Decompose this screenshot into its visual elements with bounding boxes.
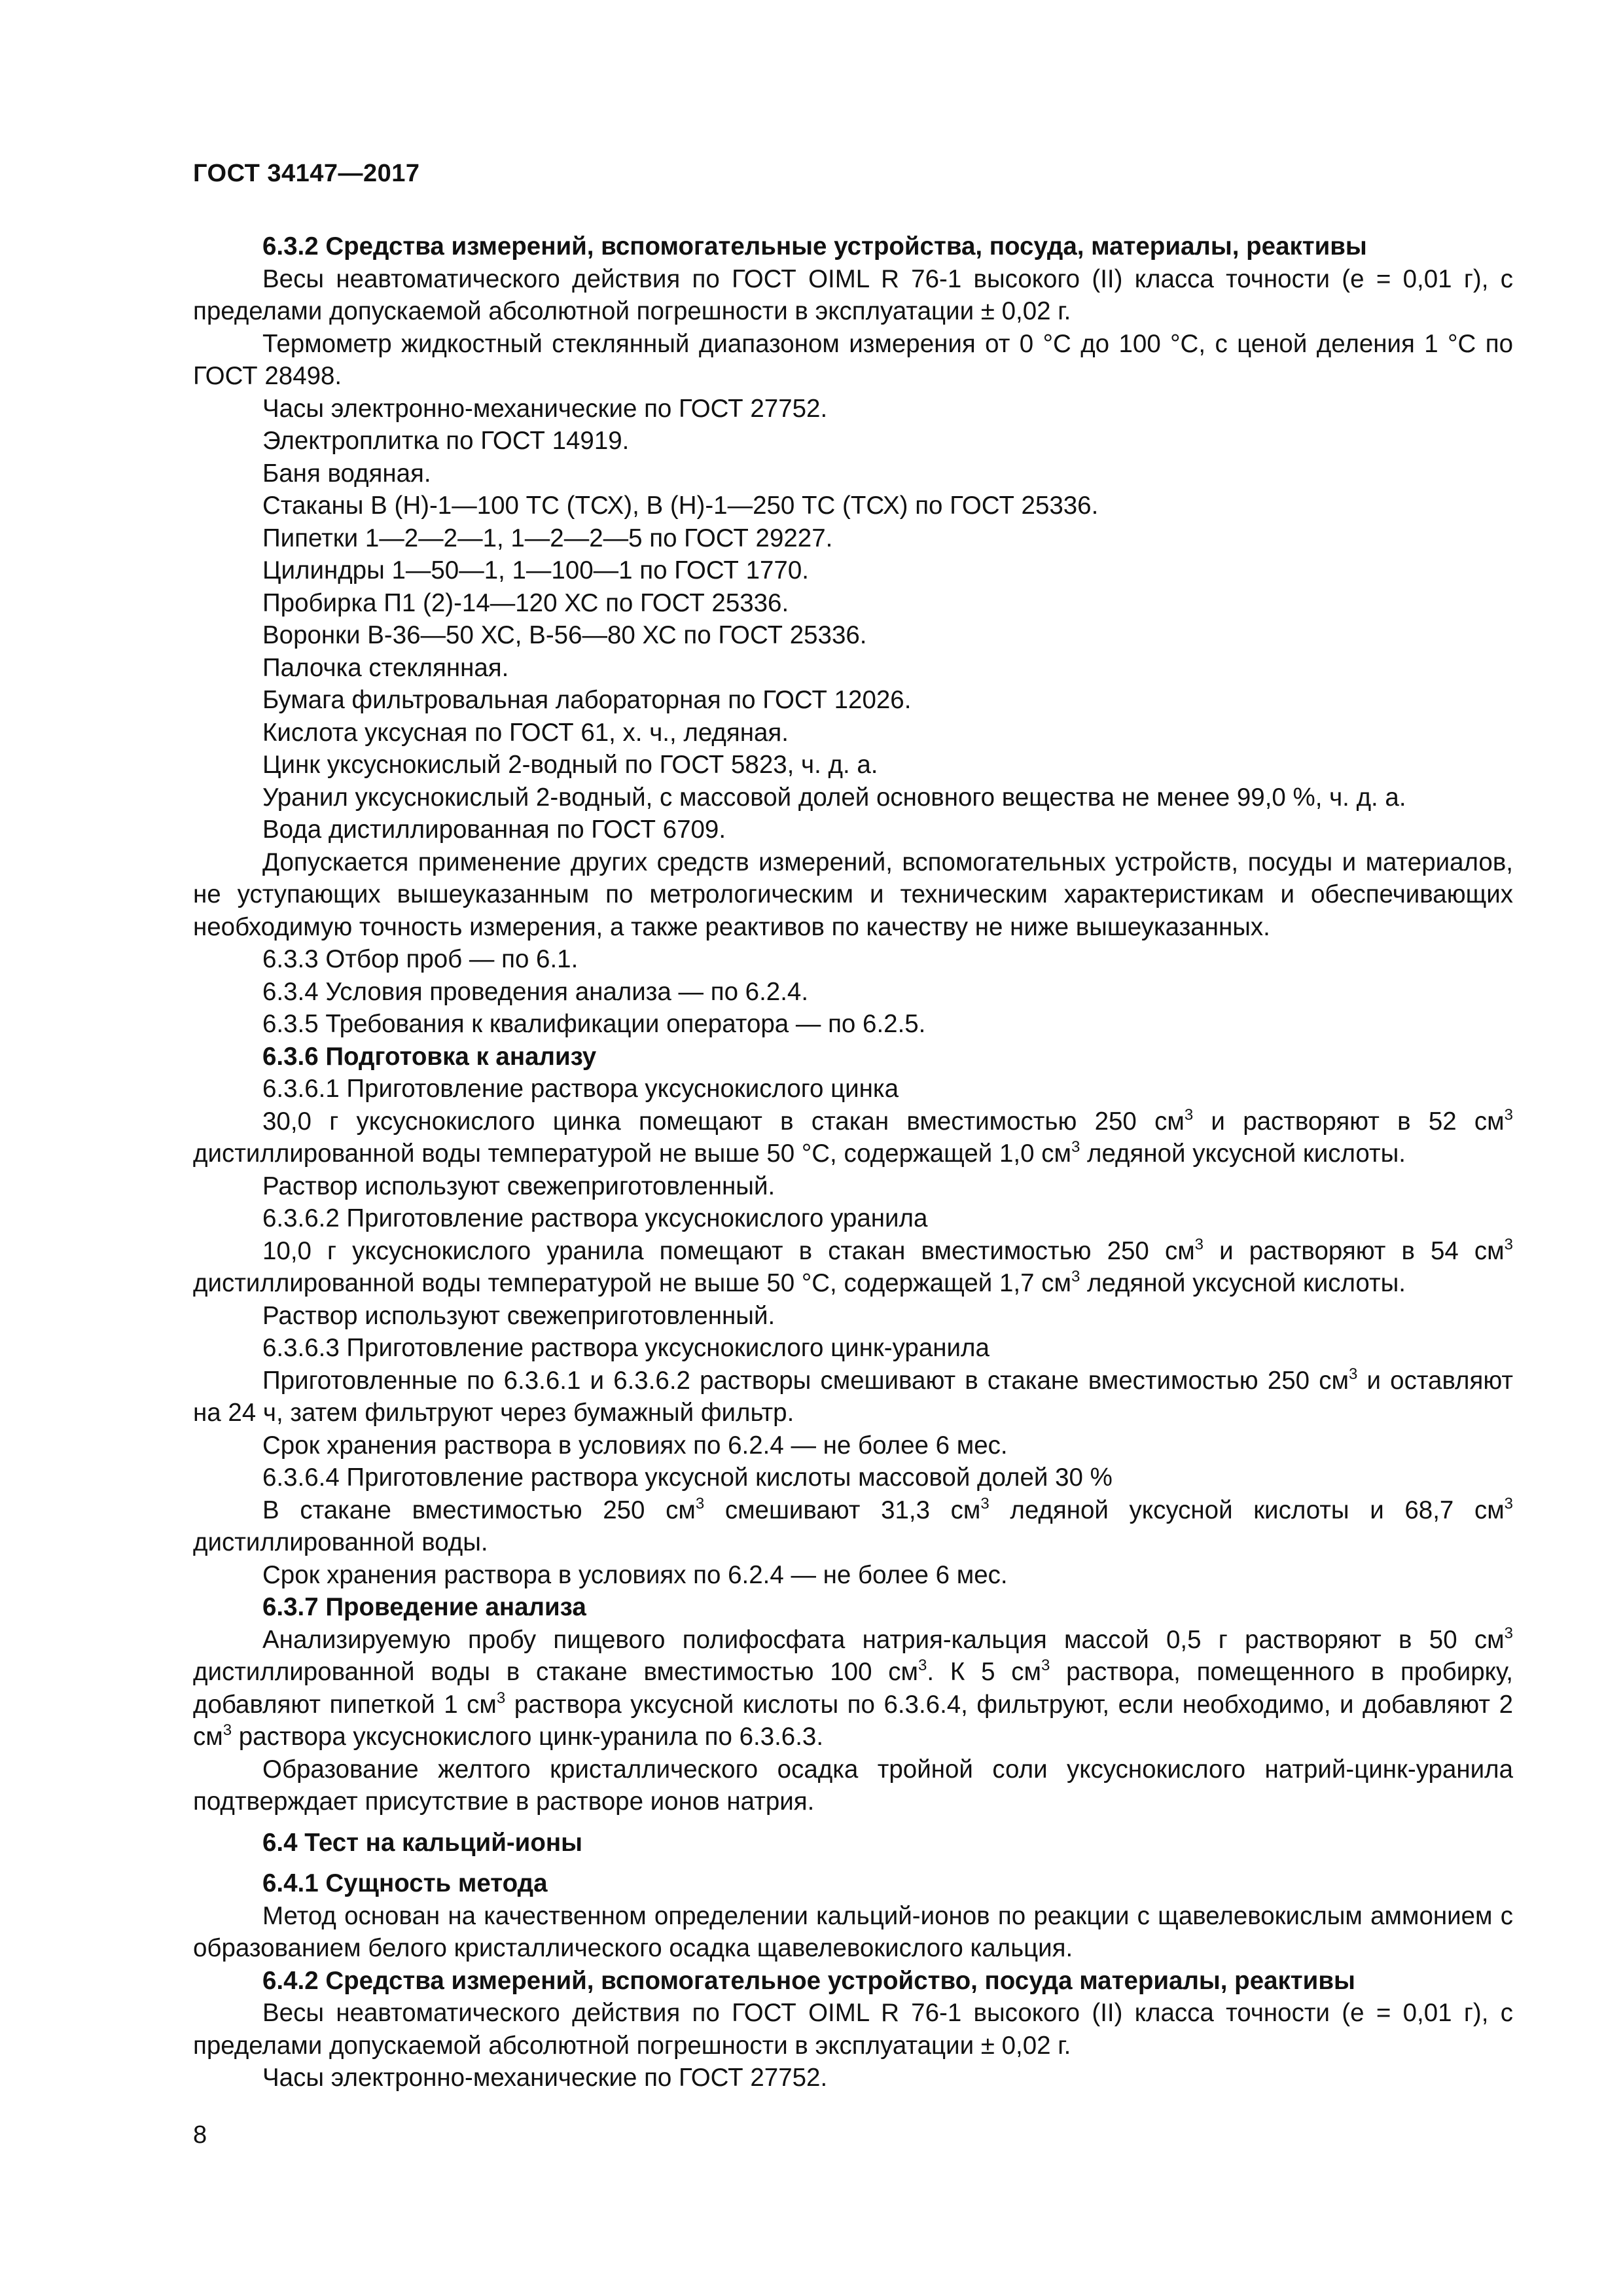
paragraph: Весы неавтоматического действия по ГОСТ OIML R 76-1 высокого (II) класса точности (е = 0,01 г), с пределами допускаемой абсолютной погрешности в эксплуатации ± 0,02 г. [193, 1999, 1513, 2060]
paragraph: 6.3.6.3 Приготовление раствора уксуснокислого цинк-уранила [262, 1334, 990, 1362]
paragraph: Баня водяная. [262, 459, 431, 488]
paragraph: 6.3.6.1 Приготовление раствора уксуснокислого цинка [262, 1075, 899, 1103]
paragraph: Раствор используют свежеприготовленный. [262, 1172, 776, 1200]
paragraph: Анализируемую пробу пищевого полифосфата натрия-кальция массой 0,5 г растворяют в 50 $см^3$ дистиллированной воды в стакане вместимостью 100 $см^3$. К 5 $см^3$ раствора, помещенного в пробирку, добавляют пипеткой 1 $см^3$ раствора уксусной кислоты по 6.3.6.4, фильтруют, если необходимо, и добавляют 2 $см^3$ раствора уксуснокислого цинк-уранила по 6.3.6.3. [193, 1624, 1514, 1751]
paragraph: Бумага фильтровальная лабораторная по ГОСТ 12026. [262, 686, 912, 714]
paragraph: Цилиндры 1—50—1, 1—100—1 по ГОСТ 1770. [262, 556, 809, 584]
section-heading: 6.4.2 Средства измерений, вспомогательное устройство, посуда материалы, реактивы [262, 1966, 1355, 1995]
paragraph: Часы электронно-механические по ГОСТ 27752. [262, 394, 828, 423]
section-heading: 6.3.2 Средства измерений, вспомогательные устройства, посуда, материалы, реактивы [262, 232, 1367, 260]
paragraph: Кислота уксусная по ГОСТ 61, х. ч., ледяная. [262, 718, 789, 747]
paragraph: Часы электронно-механические по ГОСТ 27752. [262, 2064, 828, 2092]
paragraph: 6.3.6.2 Приготовление раствора уксуснокислого уранила [262, 1204, 928, 1232]
paragraph: Раствор используют свежеприготовленный. [262, 1301, 776, 1330]
section-heading: 6.3.7 Проведение анализа [262, 1593, 586, 1621]
paragraph: 6.3.5 Требования к квалификации оператора — по 6.2.5. [262, 1010, 926, 1038]
document-header: ГОСТ 34147—2017 [193, 160, 420, 187]
paragraph: Электроплитка по ГОСТ 14919. [262, 427, 630, 455]
paragraph: Приготовленные по 6.3.6.1 и 6.3.6.2 растворы смешивают в стакане вместимостью 250 $см^3$ и оставляют на 24 ч, затем фильтруют через бумажный фильтр. [193, 1365, 1514, 1427]
paragraph: Термометр жидкостный стеклянный диапазоном измерения от 0 °С до 100 °С, с ценой деления 1 °С по ГОСТ 28498. [193, 329, 1513, 390]
paragraph: Срок хранения раствора в условиях по 6.2.4 — не более 6 мес. [262, 1431, 1008, 1460]
paragraph: Пробирка П1 (2)-14—120 ХС по ГОСТ 25336. [262, 588, 789, 617]
paragraph: Цинк уксуснокислый 2-водный по ГОСТ 5823, ч. д. а. [262, 751, 878, 779]
paragraph: В стакане вместимостью 250 $см^3$ смешивают 31,3 $см^3$ ледяной уксусной кислоты и 68,7 $см^3$ дистиллированной воды. [193, 1494, 1514, 1556]
paragraph: 6.3.4 Условия проведения анализа — по 6.2.4. [262, 977, 809, 1006]
document-body [193, 230, 1513, 2094]
paragraph: Уранил уксуснокислый 2-водный, с массовой долей основного вещества не менее 99,0 %, ч. д. а. [262, 783, 1406, 812]
section-heading: 6.3.6 Подготовка к анализу [262, 1042, 597, 1071]
paragraph: Стаканы В (Н)-1—100 ТС (ТСХ), В (Н)-1—250 ТС (ТСХ) по ГОСТ 25336. [262, 492, 1099, 520]
paragraph: 30,0 г уксуснокислого цинка помещают в стакан вместимостью 250 $см^3$ и растворяют в 52 $см^3$ дистиллированной воды температурой не выше 50 °С, содержащей 1,0 $см^3$ ледяной уксусной кислоты. [193, 1105, 1513, 1168]
paragraph: 6.3.3 Отбор проб — по 6.1. [262, 945, 579, 973]
paragraph: Весы неавтоматического действия по ГОСТ OIML R 76-1 высокого (II) класса точности (е = 0,01 г), с пределами допускаемой абсолютной погрешности в эксплуатации ± 0,02 г. [193, 264, 1513, 325]
paragraph: 10,0 г уксуснокислого уранила помещают в стакан вместимостью 250 $см^3$ и растворяют в 54 $см^3$ дистиллированной воды температурой не выше 50 °С, содержащей 1,7 $см^3$ ледяной уксусной кислоты. [193, 1235, 1513, 1297]
page-number: 8 [193, 2121, 207, 2149]
paragraph: Пипетки 1—2—2—1, 1—2—2—5 по ГОСТ 29227. [262, 524, 833, 552]
paragraph: Допускается применение других средств измерений, вспомогательных устройств, посуды и материалов, не уступающих вышеуказанным по метрологическим и техническим характеристикам и обеспечивающих необходимую точность измерения, а также реактивов по качеству не ниже вышеуказанных. [193, 848, 1513, 941]
paragraph: Вода дистиллированная по ГОСТ 6709. [262, 816, 726, 844]
paragraph: Срок хранения раствора в условиях по 6.2.4 — не более 6 мес. [262, 1560, 1008, 1589]
paragraph: Воронки В-36—50 ХС, В-56—80 ХС по ГОСТ 25336. [262, 621, 867, 649]
section-heading: 6.4.1 Сущность метода [262, 1869, 548, 1897]
paragraph: Палочка стеклянная. [262, 653, 509, 682]
section-heading: 6.4 Тест на кальций-ионы [262, 1828, 582, 1857]
paragraph: Образование желтого кристаллического осадка тройной соли уксуснокислого натрий-цинк-уранила подтверждает присутствие в растворе ионов натрия. [193, 1755, 1513, 1816]
paragraph: Метод основан на качественном определении кальций-ионов по реакции с щавелевокислым аммонием с образованием белого кристаллического осадка щавелевокислого кальция. [193, 1901, 1513, 1962]
paragraph: 6.3.6.4 Приготовление раствора уксусной кислоты массовой долей 30 % [262, 1463, 1113, 1492]
